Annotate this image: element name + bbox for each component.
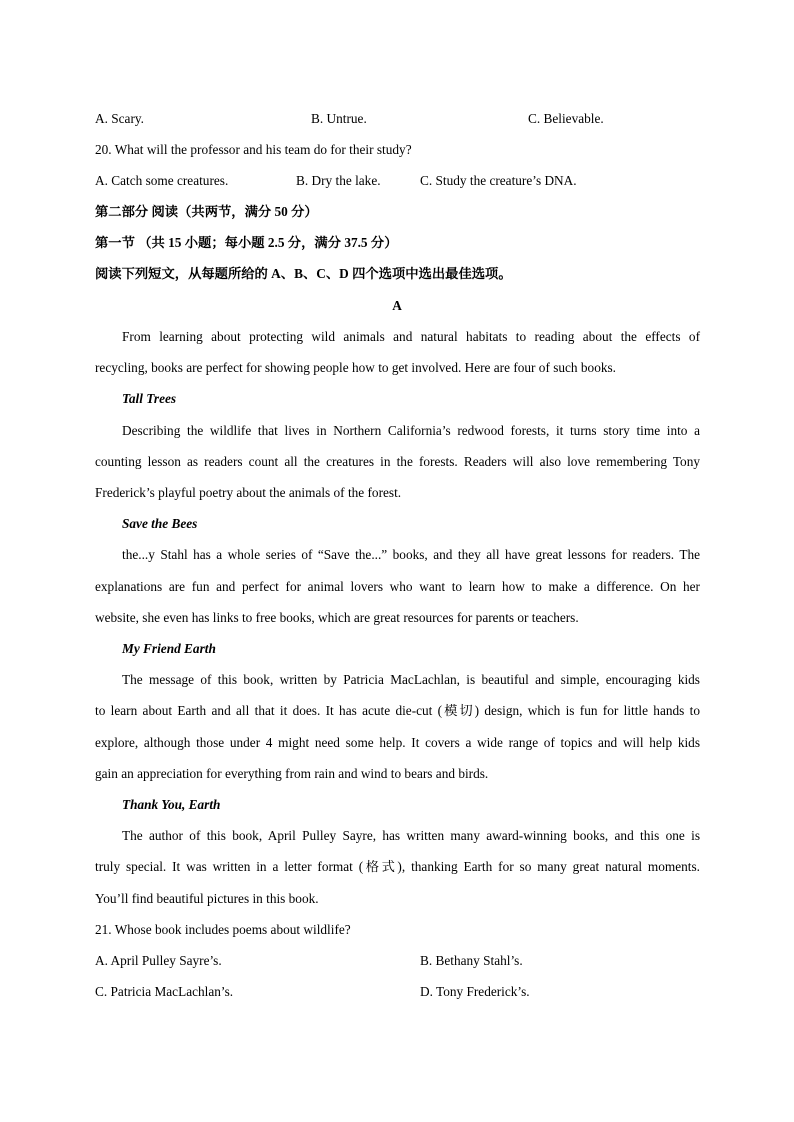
section1-heading: 第一节 （共 15 小题；每小题 2.5 分，满分 37.5 分） — [95, 235, 398, 250]
intro-line-2: recycling, books are perfect for showing people how to get involved. Here are four of such books. — [95, 360, 617, 375]
book1-line-3: Frederick’s playful poetry about the animals of the forest. — [95, 485, 402, 500]
book2-line-1: the...y Stahl has a whole series of “Save the...” books, and they all have great lessons for readers. The — [122, 547, 700, 562]
book1-line-2: counting lesson as readers count all the creatures in the forests. Readers will also love remembering Tony — [95, 454, 700, 469]
q21-option-d: D. Tony Frederick’s. — [420, 984, 530, 999]
q20-question: 20. What will the professor and his team do for their study? — [95, 142, 412, 157]
book-title-tall-trees: Tall Trees — [122, 391, 177, 406]
q21-option-b: B. Bethany Stahl’s. — [420, 953, 523, 968]
book3-line-2: to learn about Earth and all that it does. It has acute die-cut (模切) design, which is fun for little hands to — [95, 703, 700, 718]
book3-line-1: The message of this book, written by Patricia MacLachlan, is beautiful and simple, encouraging kids — [122, 672, 700, 687]
book2-line-3: website, she even has links to free books, which are great resources for parents or teachers. — [95, 610, 579, 625]
book-title-thank-you-earth: Thank You, Earth — [122, 797, 221, 812]
q20-option-a: A. Catch some creatures. — [95, 173, 229, 188]
book-title-my-friend-earth: My Friend Earth — [122, 641, 216, 656]
book4-line-2: truly special. It was written in a letter format (格式), thanking Earth for so many great natural moments. — [95, 859, 700, 874]
q21-option-c: C. Patricia MacLachlan’s. — [95, 984, 234, 999]
book1-line-1: Describing the wildlife that lives in Northern California’s redwood forests, it turns story time into a — [122, 423, 700, 438]
q19-option-c: C. Believable. — [528, 111, 604, 126]
intro-line-1: From learning about protecting wild animals and natural habitats to reading about the effects of — [122, 329, 700, 344]
passage-label: A — [392, 298, 402, 313]
q19-option-a: A. Scary. — [95, 111, 144, 126]
part2-heading: 第二部分 阅读（共两节，满分 50 分） — [95, 204, 318, 219]
reading-instruction: 阅读下列短文，从每题所给的 A、B、C、D 四个选项中选出最佳选项。 — [95, 266, 512, 281]
book4-line-3: You’ll find beautiful pictures in this book. — [95, 891, 319, 906]
book3-line-4: gain an appreciation for everything from rain and wind to bears and birds. — [95, 766, 489, 781]
q21-question: 21. Whose book includes poems about wildlife? — [95, 922, 351, 937]
book2-line-2: explanations are fun and perfect for animal lovers who want to learn how to make a difference. On her — [95, 579, 700, 594]
q21-option-a: A. April Pulley Sayre’s. — [95, 953, 222, 968]
q19-option-b: B. Untrue. — [311, 111, 367, 126]
book4-line-1: The author of this book, April Pulley Sayre, has written many award-winning books, and this one is — [122, 828, 700, 843]
book-title-save-the-bees: Save the Bees — [122, 516, 198, 531]
q20-option-b: B. Dry the lake. — [296, 173, 381, 188]
book3-line-3: explore, although those under 4 might need some help. It covers a wide range of topics and will help kids — [95, 735, 700, 750]
q20-option-c: C. Study the creature’s DNA. — [420, 173, 577, 188]
